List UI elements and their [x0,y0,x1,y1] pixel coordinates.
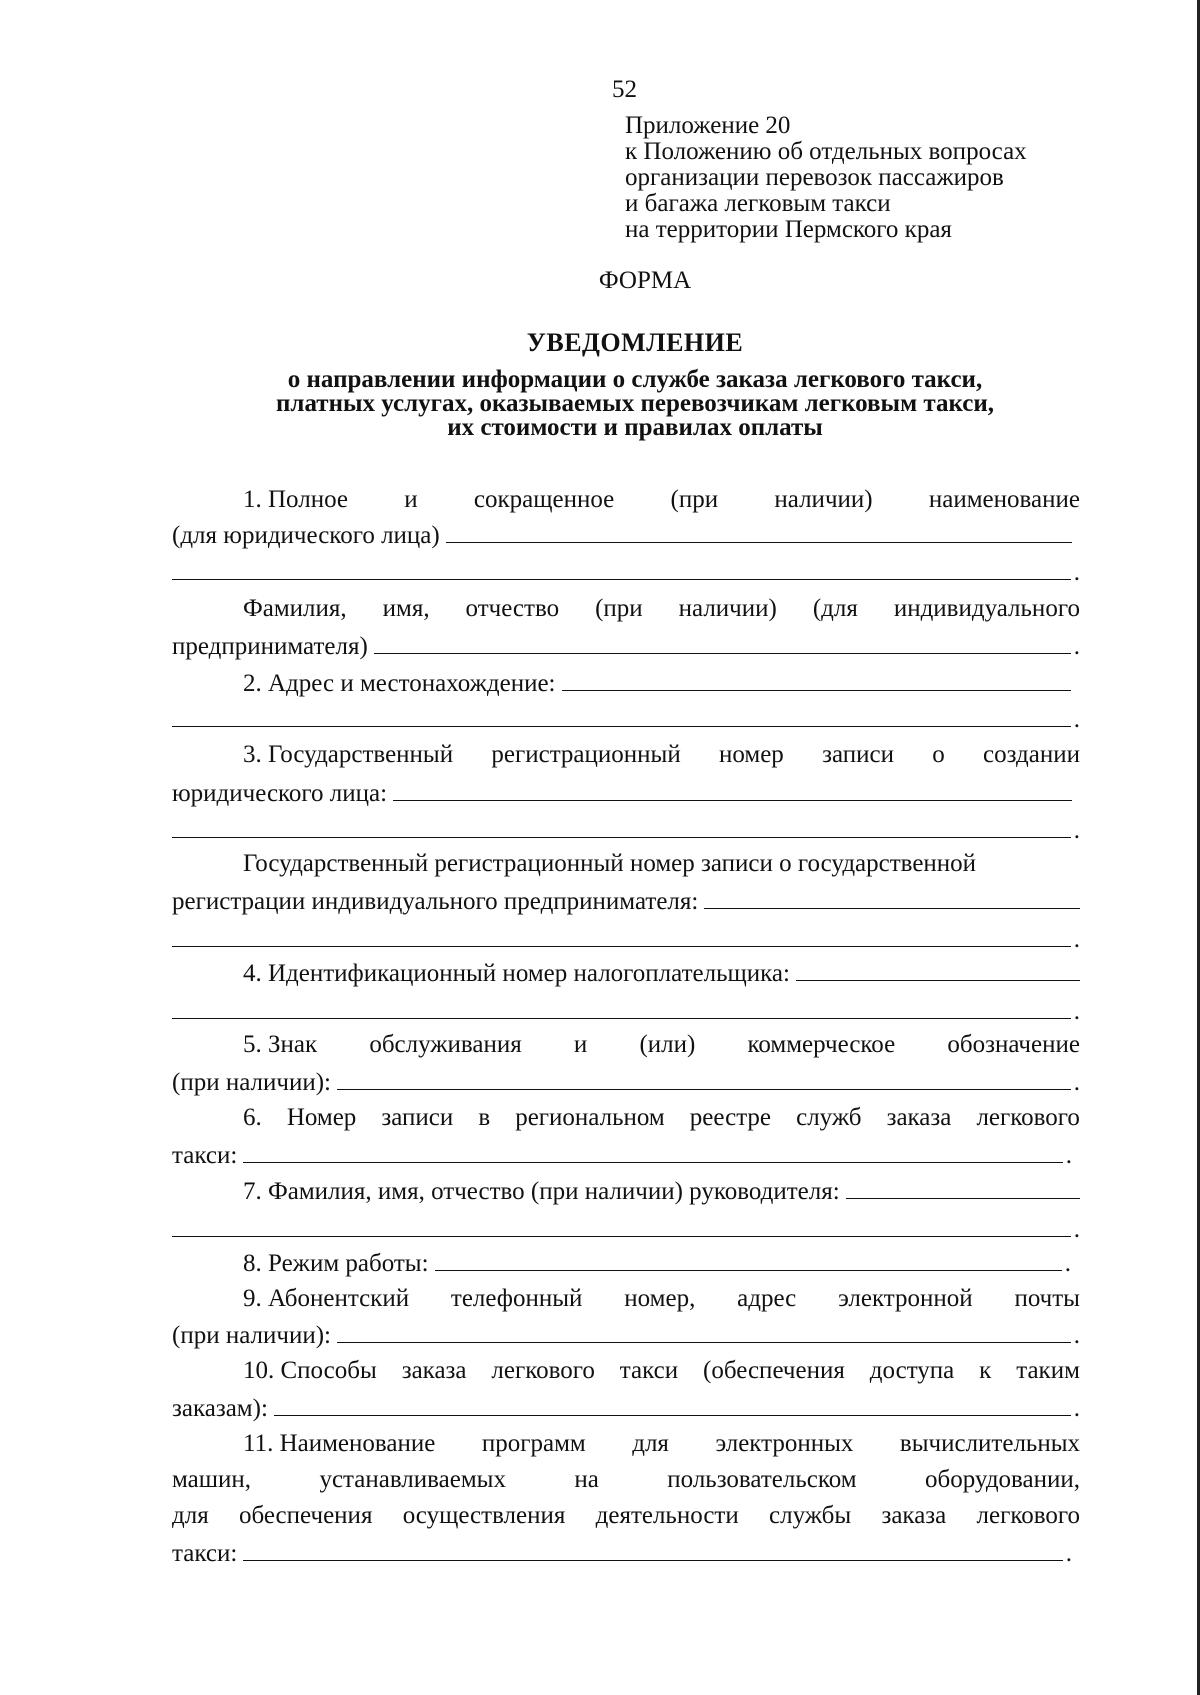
item-11-software-field[interactable]: такси: . [172,1540,1072,1567]
blank-line[interactable] [172,996,1071,1019]
item-1-legal-name-field[interactable]: (для юридического лица) [172,520,1072,550]
item-1-continuation-field[interactable]: . [172,557,1080,587]
blank-line[interactable] [337,1320,1071,1343]
entrepreneur-registration-field[interactable]: регистрации индивидуального предпринимателя: [172,886,1080,916]
appendix-line: организации перевозок пассажиров [625,164,1004,191]
item-1-heading: 1. Полное и сокращенное (при наличии) наименование [243,486,1080,513]
item-9-heading: 9. Абонентский телефонный номер, адрес электронной почты [243,1285,1080,1312]
item-10-heading: 10. Способы заказа легкового такси (обеспечения доступа к таким [243,1357,1080,1384]
entrepreneur-name-field[interactable]: предпринимателя) . [172,633,1080,660]
blank-line[interactable] [172,704,1071,727]
blank-line[interactable] [243,1538,1062,1561]
blank-line[interactable] [846,1176,1080,1199]
item-6-heading: 6. Номер записи в региональном реестре служб заказа легкового [243,1104,1080,1131]
blank-line[interactable] [243,1140,1062,1163]
entrepreneur-registration-heading: Государственный регистрационный номер записи о государственной [243,850,977,877]
blank-line[interactable] [172,557,1071,580]
blank-line[interactable] [704,886,1080,909]
item-11-line-3: для обеспечения осуществления деятельности службы заказа легкового [172,1502,1080,1529]
item-2-continuation-field[interactable]: . [172,704,1080,734]
blank-line[interactable] [446,520,1072,543]
subtitle-line: их стоимости и правилах оплаты [447,414,823,441]
item-3-heading: 3. Государственный регистрационный номер записи о создании [243,741,1080,768]
blank-line[interactable] [172,924,1071,947]
blank-line[interactable] [274,1393,1071,1416]
item-7-continuation-field[interactable]: . [172,1214,1080,1244]
item-3-continuation-field[interactable]: . [172,815,1080,845]
item-4-continuation-field[interactable]: . [172,996,1080,1026]
form-label: ФОРМА [598,267,692,294]
blank-line[interactable] [562,668,1071,691]
subtitle-line: о направлении информации о службе заказа легкового такси, [287,366,983,393]
blank-line[interactable] [172,815,1071,838]
item-4-inn-field[interactable]: 4. Идентификационный номер налогоплательщика: [243,958,1080,988]
blank-line[interactable] [393,778,1072,801]
item-5-trademark-field[interactable]: (при наличии): . [172,1069,1080,1096]
item-5-heading: 5. Знак обслуживания и (или) коммерческое обозначение [243,1031,1080,1058]
blank-line[interactable] [337,1067,1071,1090]
appendix-line: и багажа легковым такси [625,190,891,217]
appendix-line: к Положению об отдельных вопросах [625,138,1027,165]
item-10-order-methods-field[interactable]: заказам): . [172,1395,1080,1422]
item-11-heading: 11. Наименование программ для электронных вычислительных [243,1430,1080,1457]
item-2-address-field[interactable]: 2. Адрес и местонахождение: [243,668,1080,698]
item-7-director-field[interactable]: 7. Фамилия, имя, отчество (при наличии) руководителя: [243,1176,1080,1206]
item-9-contact-field[interactable]: (при наличии): . [172,1322,1080,1349]
appendix-line: Приложение 20 [625,112,791,139]
item-3-registration-field[interactable]: юридического лица: [172,778,1072,808]
blank-line[interactable] [374,631,1071,654]
blank-line[interactable] [435,1248,1062,1271]
entrepreneur-name-heading: Фамилия, имя, отчество (при наличии) (для индивидуального [243,595,1080,622]
appendix-reference [625,113,1027,243]
item-11-line-2: машин, устанавливаемых на пользовательском оборудовании, [172,1466,1080,1493]
item-6-registry-field[interactable]: такси: . [172,1142,1072,1169]
document-title: УВЕДОМЛЕНИЕ [526,328,744,357]
entrepreneur-registration-continuation[interactable]: . [172,924,1080,954]
page-number: 52 [612,76,637,103]
blank-line[interactable] [172,1214,1071,1237]
document-subtitle [175,368,1095,440]
appendix-line: на территории Пермского края [625,216,952,243]
item-8-schedule-field[interactable]: 8. Режим работы: . [243,1250,1071,1277]
subtitle-line: платных услугах, оказываемых перевозчикам легковым такси, [276,390,994,417]
blank-line[interactable] [796,958,1080,981]
